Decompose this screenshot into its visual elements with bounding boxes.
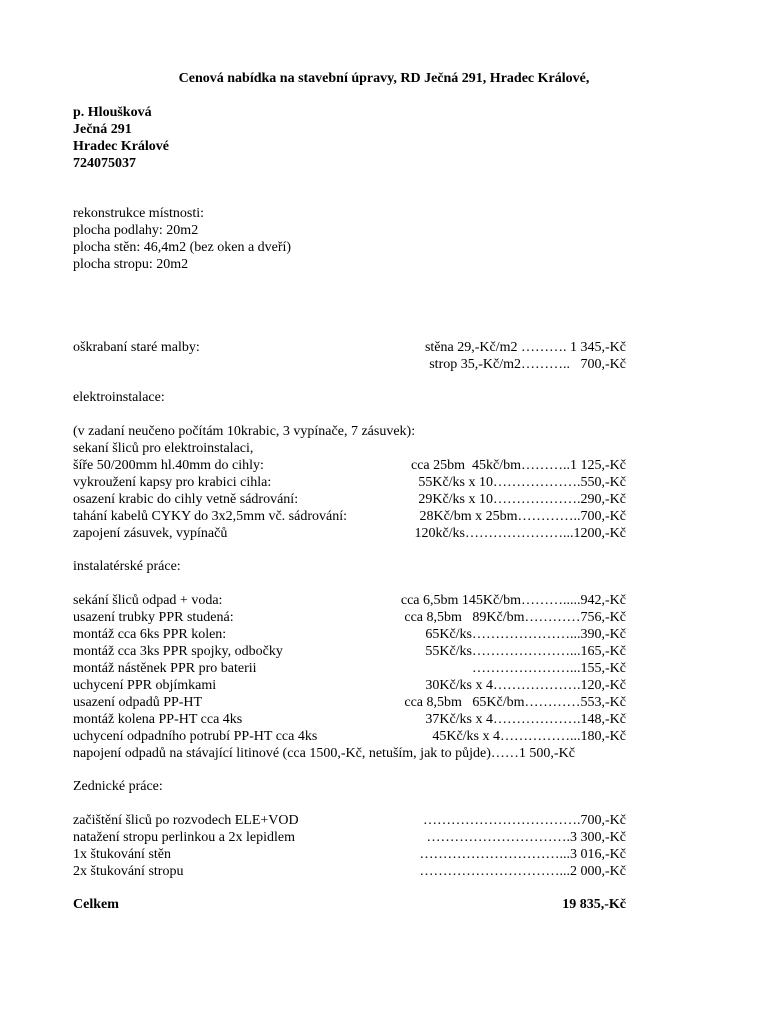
client-phone: 724075037 (73, 156, 136, 171)
electro-row-label: tahání kabelů CYKY do 3x2,5mm vč. sádrování: (73, 509, 347, 524)
plumbing-row-price: cca 6,5bm 145Kč/bm……….....942,-Kč (400, 593, 626, 608)
masonry-row-price: ………………………….3 300,-Kč (426, 830, 626, 845)
client-name: p. Hloušková (73, 105, 152, 120)
document-title: Cenová nabídka na stavební úpravy, RD Ječná 291, Hradec Králové, (178, 71, 590, 86)
scraping-wall-price: stěna 29,-Kč/m2 ………. 1 345,-Kč (424, 340, 626, 355)
masonry-row-label: 1x štukování stěn (73, 847, 171, 862)
electro-row-price: 55Kč/ks x 10……………….550,-Kč (418, 475, 626, 490)
electro-row-price: cca 25bm 45kč/bm………..1 125,-Kč (410, 458, 626, 473)
plumbing-row-label: usazení odpadů PP-HT (73, 695, 203, 710)
plumbing-heading: instalatérské práce: (73, 559, 181, 574)
electro-row-label: vykroužení kapsy pro krabici cihla: (73, 475, 272, 490)
plumbing-row-price: 65Kč/ks…………………...390,-Kč (425, 627, 626, 642)
plumbing-row-price: 55Kč/ks…………………...165,-Kč (425, 644, 626, 659)
plumbing-row-label: uchycení PPR objímkami (73, 678, 217, 693)
scraping-ceiling-price: strop 35,-Kč/m2……….. 700,-Kč (429, 357, 626, 372)
electro-row-label: zapojení zásuvek, vypínačů (73, 526, 228, 541)
room-line: plocha podlahy: 20m2 (73, 223, 199, 238)
plumbing-row-label: montáž kolena PP-HT cca 4ks (73, 712, 243, 727)
plumbing-row-label: montáž cca 3ks PPR spojky, odbočky (73, 644, 283, 659)
plumbing-connection-row: napojení odpadů na stávající litinové (cca 1500,-Kč, netuším, jak to půjde)……1 500,-Kč (73, 746, 575, 761)
electro-row-price: 29Kč/ks x 10……………….290,-Kč (418, 492, 626, 507)
room-heading: rekonstrukce místnosti: (73, 206, 205, 221)
masonry-heading: Zednické práce: (73, 779, 163, 794)
electro-note: (v zadaní neučeno počítám 10krabic, 3 vypínače, 7 zásuvek): (73, 424, 416, 439)
plumbing-row-label: usazení trubky PPR studená: (73, 610, 234, 625)
plumbing-row-price: 30Kč/ks x 4……………….120,-Kč (425, 678, 626, 693)
plumbing-row-label: montáž cca 6ks PPR kolen: (73, 627, 227, 642)
masonry-row-label: 2x štukování stropu (73, 864, 184, 879)
plumbing-row-price: …………………...155,-Kč (472, 661, 626, 676)
plumbing-row-price: cca 8,5bm 65Kč/bm…………553,-Kč (404, 695, 626, 710)
electro-row-price: 120kč/ks…………………...1200,-Kč (414, 526, 626, 541)
plumbing-row-label: sekání šliců odpad + voda: (73, 593, 223, 608)
masonry-row-label: natažení stropu perlinkou a 2x lepidlem (73, 830, 295, 845)
electro-row-label: šíře 50/200mm hl.40mm do cihly: (73, 458, 264, 473)
plumbing-row-price: 37Kč/ks x 4……………….148,-Kč (425, 712, 626, 727)
total-value: 19 835,-Kč (562, 897, 626, 912)
masonry-row-price: …………………………...2 000,-Kč (419, 864, 626, 879)
client-street: Ječná 291 (73, 122, 132, 137)
electro-heading: elektroinstalace: (73, 390, 165, 405)
scraping-label: oškrabaní staré malby: (73, 340, 200, 355)
masonry-row-price: …………………………….700,-Kč (423, 813, 626, 828)
electro-row-price: 28Kč/bm x 25bm…………..700,-Kč (419, 509, 626, 524)
electro-sub: sekaní šliců pro elektroinstalaci, (73, 441, 254, 456)
room-line: plocha stropu: 20m2 (73, 257, 189, 272)
total-label: Celkem (73, 897, 119, 912)
masonry-row-price: …………………………...3 016,-Kč (419, 847, 626, 862)
plumbing-row-label: uchycení odpadního potrubí PP-HT cca 4ks (73, 729, 318, 744)
plumbing-row-price: cca 8,5bm 89Kč/bm…………756,-Kč (404, 610, 626, 625)
room-line: plocha stěn: 46,4m2 (bez oken a dveří) (73, 240, 292, 255)
electro-row-label: osazení krabic do cihly vetně sádrování: (73, 492, 299, 507)
plumbing-row-label: montáž nástěnek PPR pro baterii (73, 661, 257, 676)
plumbing-row-price: 45Kč/ks x 4……………...180,-Kč (432, 729, 626, 744)
masonry-row-label: začištění šliců po rozvodech ELE+VOD (73, 813, 299, 828)
client-city: Hradec Králové (73, 139, 170, 154)
